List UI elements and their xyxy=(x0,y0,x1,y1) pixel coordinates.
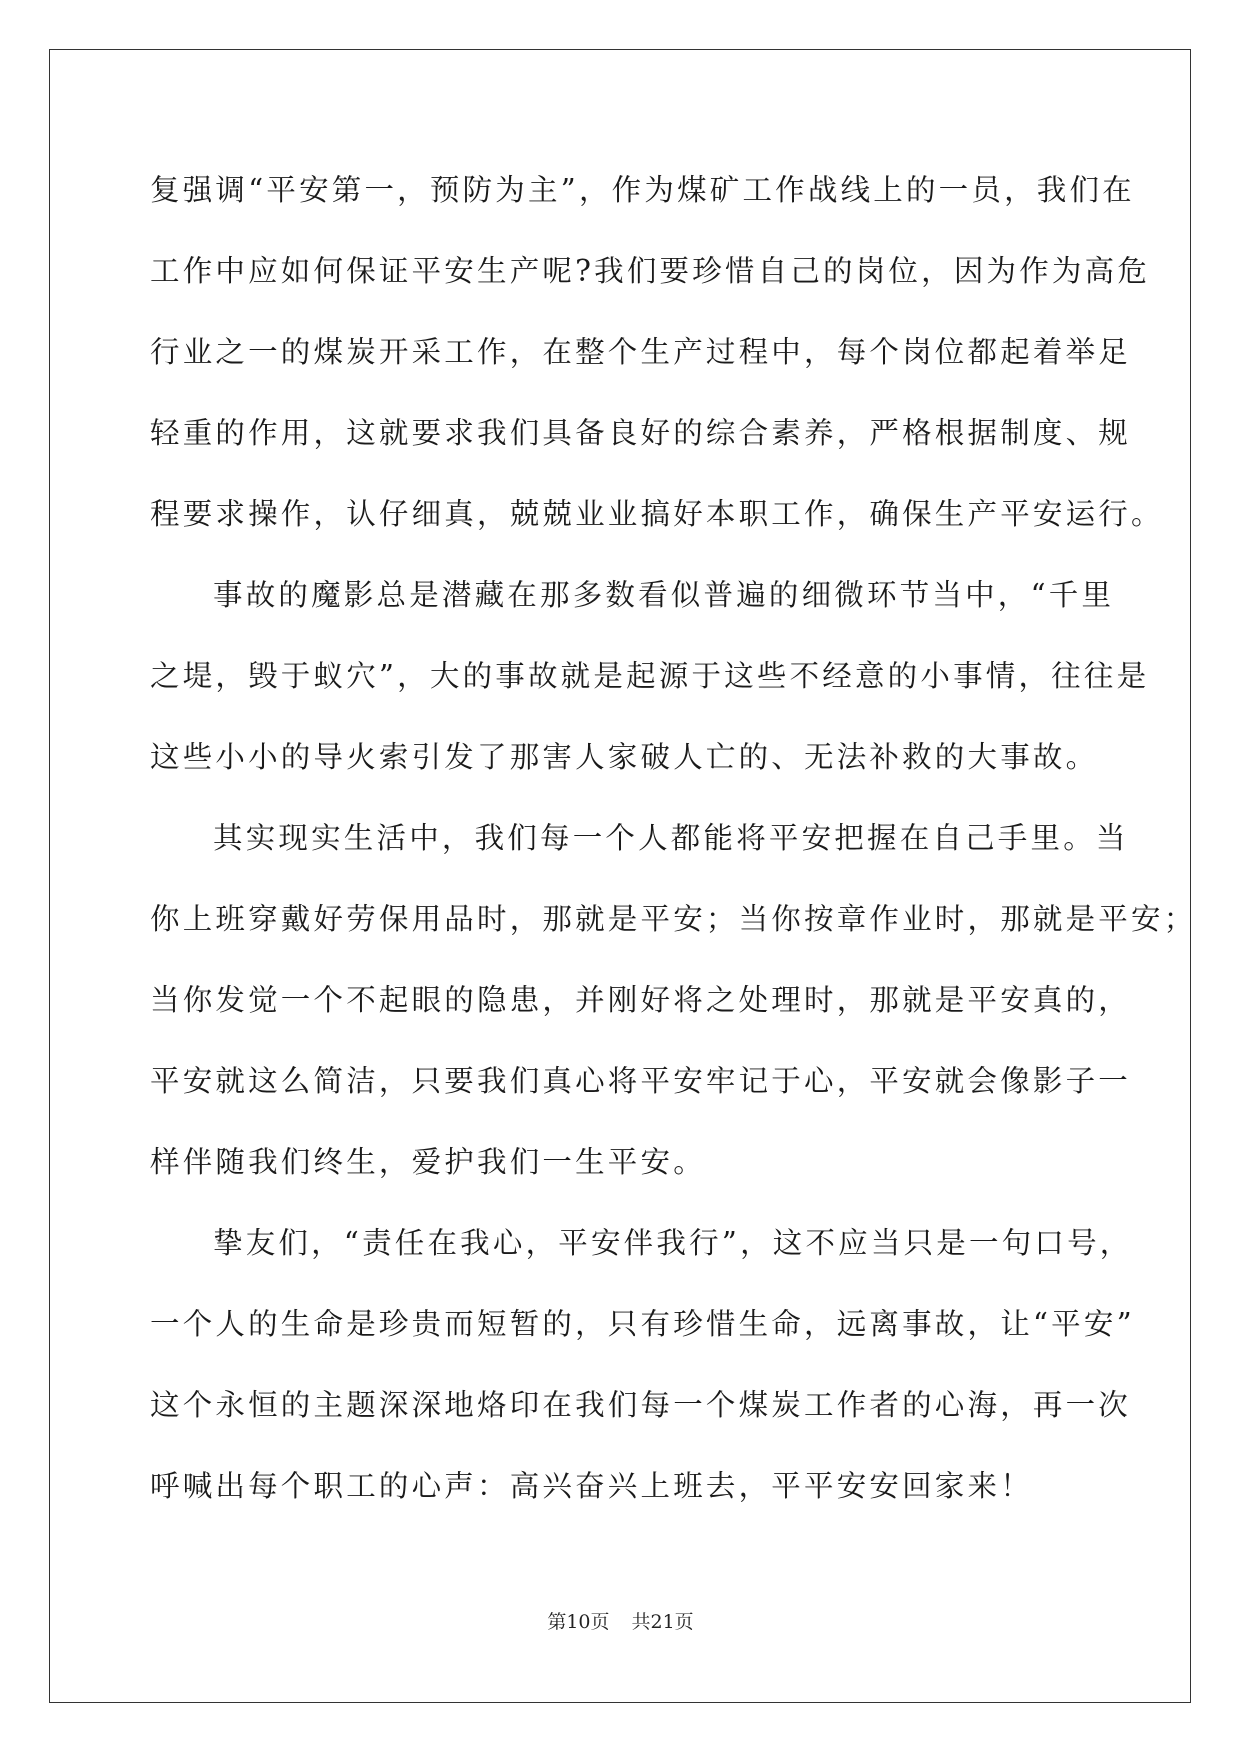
text-line: 样伴随我们终生，爱护我们一生平安。 xyxy=(150,1145,706,1179)
text-line: 这些小小的导火索引发了那害人家破人亡的、无法补救的大事故。 xyxy=(150,740,1099,774)
page-footer xyxy=(0,1607,1241,1634)
text-line: 呼喊出每个职工的心声：高兴奋兴上班去，平平安安回家来！ xyxy=(150,1469,1033,1503)
page-number: 第10页 xyxy=(547,1611,610,1633)
text-line: 其实现实生活中，我们每一个人都能将平安把握在自己手里。当 xyxy=(213,821,1129,855)
text-line: 事故的魔影总是潜藏在那多数看似普遍的细微环节当中，“千里 xyxy=(213,578,1115,612)
text-line: 当你发觉一个不起眼的隐患，并刚好将之处理时，那就是平安真的， xyxy=(150,983,1132,1017)
text-line: 你上班穿戴好劳保用品时，那就是平安；当你按章作业时，那就是平安； xyxy=(150,902,1197,936)
text-line: 轻重的作用，这就要求我们具备良好的综合素养，严格根据制度、规 xyxy=(150,416,1132,450)
text-line: 行业之一的煤炭开采工作，在整个生产过程中，每个岗位都起着举足 xyxy=(150,335,1132,369)
text-line: 之堤，毁于蚁穴”，大的事故就是起源于这些不经意的小事情，往往是 xyxy=(150,659,1150,693)
text-line: 工作中应如何保证平安生产呢?我们要珍惜自己的岗位，因为作为高危 xyxy=(150,254,1151,288)
text-line: 一个人的生命是珍贵而短暂的，只有珍惜生命，远离事故，让“平安” xyxy=(150,1307,1135,1341)
text-line: 这个永恒的主题深深地烙印在我们每一个煤炭工作者的心海，再一次 xyxy=(150,1388,1132,1422)
text-line: 平安就这么简洁，只要我们真心将平安牢记于心，平安就会像影子一 xyxy=(150,1064,1132,1098)
text-line: 挚友们，“责任在我心，平安伴我行”，这不应当只是一句口号， xyxy=(213,1226,1133,1260)
text-line: 程要求操作，认仔细真，兢兢业业搞好本职工作，确保生产平安运行。 xyxy=(150,497,1164,531)
page-total: 共21页 xyxy=(631,1611,694,1633)
text-line: 复强调“平安第一，预防为主”，作为煤矿工作战线上的一员，我们在 xyxy=(150,173,1135,207)
document-body xyxy=(150,160,1197,1537)
